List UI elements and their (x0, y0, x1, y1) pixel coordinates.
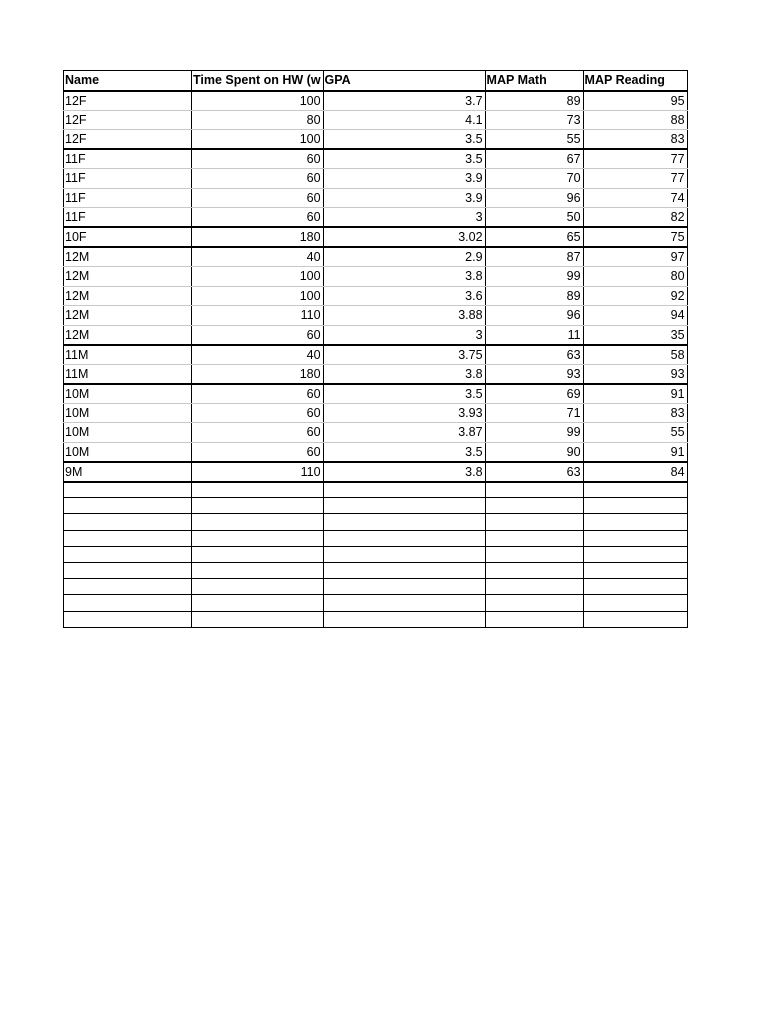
table-row (64, 423, 688, 443)
empty-cell[interactable] (323, 611, 485, 627)
gpa-cell[interactable]: 3.5 (323, 149, 485, 169)
table-body (64, 91, 688, 628)
map-reading-cell[interactable]: 93 (583, 364, 687, 384)
name-cell[interactable]: 11F (64, 149, 192, 169)
header-gpa[interactable]: GPA (323, 71, 485, 91)
empty-cell[interactable] (485, 482, 583, 498)
empty-cell[interactable] (485, 546, 583, 562)
time-spent-cell[interactable]: 100 (192, 130, 324, 150)
gpa-cell[interactable]: 3.9 (323, 169, 485, 189)
map-reading-cell[interactable]: 92 (583, 286, 687, 306)
empty-cell[interactable] (64, 595, 192, 611)
empty-cell[interactable] (583, 562, 687, 578)
map-reading-cell[interactable]: 97 (583, 247, 687, 267)
time-spent-cell[interactable]: 100 (192, 267, 324, 287)
empty-cell[interactable] (485, 579, 583, 595)
name-cell[interactable]: 10M (64, 442, 192, 462)
table-row (64, 462, 688, 482)
gpa-cell[interactable]: 3.8 (323, 364, 485, 384)
empty-cell[interactable] (583, 595, 687, 611)
empty-row (64, 530, 688, 546)
time-spent-cell[interactable]: 60 (192, 149, 324, 169)
header-name[interactable]: Name (64, 71, 192, 91)
time-spent-cell[interactable]: 60 (192, 384, 324, 404)
table-row (64, 364, 688, 384)
empty-cell[interactable] (485, 514, 583, 530)
time-spent-cell[interactable]: 60 (192, 423, 324, 443)
table-row (64, 130, 688, 150)
empty-row (64, 579, 688, 595)
name-cell[interactable]: 9M (64, 462, 192, 482)
table-row (64, 442, 688, 462)
gpa-cell[interactable]: 3.8 (323, 267, 485, 287)
name-cell[interactable]: 10M (64, 384, 192, 404)
map-math-cell[interactable]: 73 (485, 110, 583, 130)
map-reading-cell[interactable]: 77 (583, 169, 687, 189)
time-spent-cell[interactable]: 40 (192, 345, 324, 365)
empty-row (64, 611, 688, 627)
name-cell[interactable]: 10F (64, 227, 192, 247)
empty-cell[interactable] (485, 595, 583, 611)
map-math-cell[interactable]: 89 (485, 286, 583, 306)
gpa-cell[interactable]: 3.02 (323, 227, 485, 247)
map-math-cell[interactable]: 93 (485, 364, 583, 384)
table-row (64, 208, 688, 228)
name-cell[interactable]: 12F (64, 130, 192, 150)
empty-cell[interactable] (323, 482, 485, 498)
gpa-cell[interactable]: 3 (323, 325, 485, 345)
time-spent-cell[interactable]: 60 (192, 208, 324, 228)
time-spent-cell[interactable]: 60 (192, 403, 324, 423)
map-math-cell[interactable]: 69 (485, 384, 583, 404)
map-math-cell[interactable]: 96 (485, 306, 583, 326)
time-spent-cell[interactable]: 180 (192, 364, 324, 384)
time-spent-cell[interactable]: 110 (192, 462, 324, 482)
empty-cell[interactable] (485, 498, 583, 514)
empty-cell[interactable] (192, 498, 324, 514)
empty-cell[interactable] (192, 579, 324, 595)
table-row (64, 188, 688, 208)
map-math-cell[interactable]: 67 (485, 149, 583, 169)
name-cell[interactable]: 12M (64, 247, 192, 267)
header-map-math[interactable]: MAP Math (485, 71, 583, 91)
map-math-cell[interactable]: 65 (485, 227, 583, 247)
gpa-cell[interactable]: 3.5 (323, 130, 485, 150)
table-row (64, 286, 688, 306)
gpa-cell[interactable]: 3.5 (323, 384, 485, 404)
time-spent-cell[interactable]: 180 (192, 227, 324, 247)
name-cell[interactable]: 11M (64, 345, 192, 365)
empty-cell[interactable] (323, 562, 485, 578)
table-row (64, 169, 688, 189)
gpa-cell[interactable]: 3.75 (323, 345, 485, 365)
table-row (64, 403, 688, 423)
time-spent-cell[interactable]: 60 (192, 442, 324, 462)
table-row (64, 345, 688, 365)
name-cell[interactable]: 10M (64, 403, 192, 423)
empty-row (64, 482, 688, 498)
empty-cell[interactable] (64, 514, 192, 530)
empty-cell[interactable] (323, 514, 485, 530)
empty-cell[interactable] (485, 611, 583, 627)
name-cell[interactable]: 11M (64, 364, 192, 384)
header-map-reading[interactable]: MAP Reading (583, 71, 687, 91)
empty-cell[interactable] (192, 514, 324, 530)
map-reading-cell[interactable]: 82 (583, 208, 687, 228)
empty-cell[interactable] (64, 498, 192, 514)
time-spent-cell[interactable]: 80 (192, 110, 324, 130)
empty-cell[interactable] (583, 514, 687, 530)
table-row (64, 306, 688, 326)
map-reading-cell[interactable]: 91 (583, 442, 687, 462)
time-spent-cell[interactable]: 40 (192, 247, 324, 267)
name-cell[interactable]: 12M (64, 286, 192, 306)
map-reading-cell[interactable]: 77 (583, 149, 687, 169)
map-reading-cell[interactable]: 83 (583, 130, 687, 150)
empty-cell[interactable] (192, 611, 324, 627)
map-math-cell[interactable]: 99 (485, 267, 583, 287)
map-math-cell[interactable]: 87 (485, 247, 583, 267)
empty-cell[interactable] (583, 546, 687, 562)
empty-cell[interactable] (583, 530, 687, 546)
map-math-cell[interactable]: 63 (485, 462, 583, 482)
map-math-cell[interactable]: 89 (485, 91, 583, 111)
table-row (64, 149, 688, 169)
empty-cell[interactable] (64, 530, 192, 546)
name-cell[interactable]: 12F (64, 110, 192, 130)
map-math-cell[interactable]: 99 (485, 423, 583, 443)
time-spent-cell[interactable]: 60 (192, 325, 324, 345)
empty-cell[interactable] (583, 579, 687, 595)
map-reading-cell[interactable]: 35 (583, 325, 687, 345)
empty-cell[interactable] (64, 562, 192, 578)
empty-cell[interactable] (485, 562, 583, 578)
header-row (64, 71, 688, 91)
empty-cell[interactable] (192, 562, 324, 578)
map-reading-cell[interactable]: 84 (583, 462, 687, 482)
name-cell[interactable]: 12M (64, 306, 192, 326)
empty-cell[interactable] (583, 611, 687, 627)
map-math-cell[interactable]: 71 (485, 403, 583, 423)
gpa-cell[interactable]: 3.87 (323, 423, 485, 443)
map-math-cell[interactable]: 11 (485, 325, 583, 345)
map-reading-cell[interactable]: 95 (583, 91, 687, 111)
table-row (64, 267, 688, 287)
gpa-cell[interactable]: 4.1 (323, 110, 485, 130)
gpa-cell[interactable]: 3.88 (323, 306, 485, 326)
map-reading-cell[interactable]: 80 (583, 267, 687, 287)
empty-cell[interactable] (485, 530, 583, 546)
map-reading-cell[interactable]: 75 (583, 227, 687, 247)
time-spent-cell[interactable]: 110 (192, 306, 324, 326)
map-reading-cell[interactable]: 94 (583, 306, 687, 326)
empty-cell[interactable] (64, 579, 192, 595)
gpa-cell[interactable]: 3.8 (323, 462, 485, 482)
map-reading-cell[interactable]: 74 (583, 188, 687, 208)
data-table (63, 70, 688, 628)
empty-cell[interactable] (323, 546, 485, 562)
time-spent-cell[interactable]: 100 (192, 91, 324, 111)
empty-cell[interactable] (64, 482, 192, 498)
gpa-cell[interactable]: 3.5 (323, 442, 485, 462)
table-row (64, 384, 688, 404)
time-spent-cell[interactable]: 60 (192, 188, 324, 208)
empty-cell[interactable] (192, 482, 324, 498)
map-math-cell[interactable]: 96 (485, 188, 583, 208)
gpa-cell[interactable]: 3.93 (323, 403, 485, 423)
empty-row (64, 562, 688, 578)
map-math-cell[interactable]: 63 (485, 345, 583, 365)
map-math-cell[interactable]: 55 (485, 130, 583, 150)
map-reading-cell[interactable]: 91 (583, 384, 687, 404)
map-math-cell[interactable]: 70 (485, 169, 583, 189)
map-reading-cell[interactable]: 88 (583, 110, 687, 130)
table-row (64, 227, 688, 247)
table-row (64, 91, 688, 111)
name-cell[interactable]: 11F (64, 188, 192, 208)
empty-cell[interactable] (323, 530, 485, 546)
empty-cell[interactable] (323, 498, 485, 514)
empty-cell[interactable] (64, 611, 192, 627)
header-time-spent-on-hw[interactable]: Time Spent on HW (w (192, 71, 324, 91)
time-spent-cell[interactable]: 100 (192, 286, 324, 306)
table-row (64, 110, 688, 130)
empty-cell[interactable] (323, 579, 485, 595)
table-row (64, 247, 688, 267)
map-reading-cell[interactable]: 58 (583, 345, 687, 365)
time-spent-cell[interactable]: 60 (192, 169, 324, 189)
name-cell[interactable]: 12M (64, 325, 192, 345)
empty-row (64, 595, 688, 611)
empty-cell[interactable] (192, 530, 324, 546)
empty-cell[interactable] (583, 498, 687, 514)
empty-row (64, 546, 688, 562)
gpa-cell[interactable]: 3.7 (323, 91, 485, 111)
gpa-cell[interactable]: 2.9 (323, 247, 485, 267)
map-math-cell[interactable]: 90 (485, 442, 583, 462)
name-cell[interactable]: 11F (64, 169, 192, 189)
empty-row (64, 498, 688, 514)
table-row (64, 325, 688, 345)
empty-cell[interactable] (192, 595, 324, 611)
empty-cell[interactable] (64, 546, 192, 562)
map-reading-cell[interactable]: 83 (583, 403, 687, 423)
gpa-cell[interactable]: 3.9 (323, 188, 485, 208)
map-reading-cell[interactable]: 55 (583, 423, 687, 443)
gpa-cell[interactable]: 3.6 (323, 286, 485, 306)
gpa-cell[interactable]: 3 (323, 208, 485, 228)
map-math-cell[interactable]: 50 (485, 208, 583, 228)
name-cell[interactable]: 10M (64, 423, 192, 443)
empty-cell[interactable] (583, 482, 687, 498)
empty-cell[interactable] (192, 546, 324, 562)
name-cell[interactable]: 12M (64, 267, 192, 287)
name-cell[interactable]: 11F (64, 208, 192, 228)
empty-row (64, 514, 688, 530)
empty-cell[interactable] (323, 595, 485, 611)
name-cell[interactable]: 12F (64, 91, 192, 111)
